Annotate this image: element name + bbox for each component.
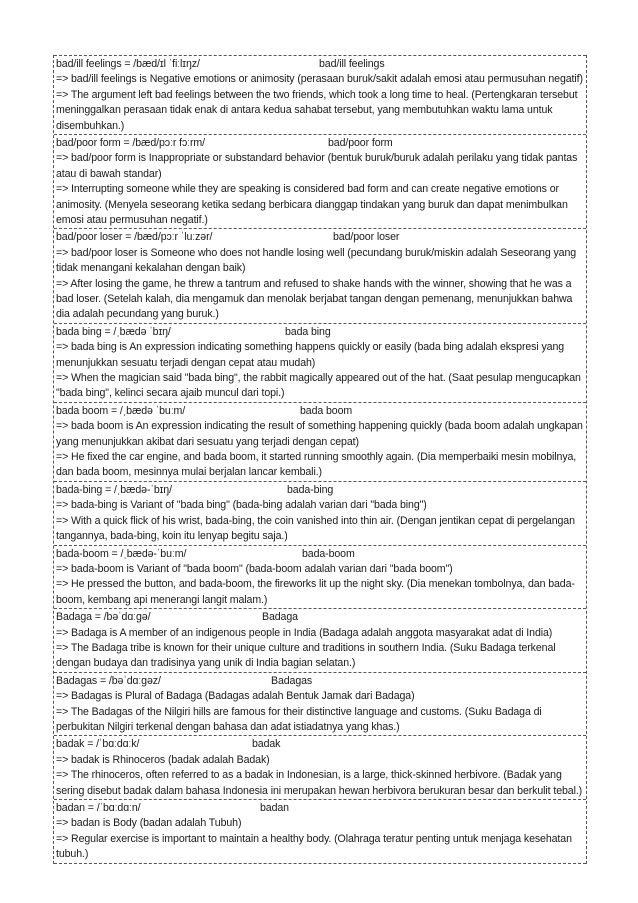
entry-header [56,136,584,151]
glossary-entry [54,55,586,134]
entry-word: bad/poor form [328,137,393,150]
entry-word: bada boom [300,404,353,417]
entry-word: badak [252,738,281,751]
entry-word: badan [260,801,289,814]
glossary-entry [54,402,586,481]
glossary-entry [54,735,586,799]
entry-word: bada bing [285,325,331,338]
entry-word: bada-boom [302,547,355,560]
entry-phonetic: bada-bing = /ˌbædə-ˈbɪŋ/ [56,483,172,496]
entry-example: => The argument left bad feelings between the two friends, which took a long time to heal. (Pertengkaran tersebut meninggalkan perasaan tidak enak di antara kedua sahabat tersebut, yang membutuhkan waktu lama untuk disembuhkan.) [56,88,578,132]
entry-header [56,674,584,689]
entry-example: => Interrupting someone while they are speaking is considered bad form and can create negative emotions or animosity. (Menyela seseorang ketika sedang berbicara dianggap tindakan yang buruk dan dapat menimbulkan emosi atau permusuhan negatif.) [56,183,568,227]
entry-definition: => bada-boom is Variant of "bada boom" (bada-boom adalah varian dari "bada boom") [56,562,453,575]
glossary-table [53,55,587,864]
entry-example: => With a quick flick of his wrist, bada-bing, the coin vanished into thin air. (Dengan jentikan cepat di pergelangan tangannya, bada-bing, koin itu lenyap begitu saja.) [56,514,575,543]
entry-example: => The Badagas of the Nilgiri hills are famous for their distinctive language and customs. (Suku Badaga di perbukitan Nilgiri terkenal dengan bahasa dan adat istiadatnya yang khas.) [56,705,542,733]
entry-definition: => bad/poor form is Inappropriate or substandard behavior (bentuk buruk/buruk adalah perilaku yang tidak pantas atau di bawah standar) [56,152,578,180]
entry-definition: => bada boom is An expression indicating the result of something happening quickly (bada boom adalah ungkapan yang menunjukkan akibat dari sesuatu yang terjadi dengan cepat) [56,420,583,448]
entry-word: bad/poor loser [333,231,400,244]
entry-header [56,737,584,752]
entry-phonetic: bad/poor loser = /bæd/pɔːr ˈluːzər/ [56,231,213,244]
entry-definition: => badak is Rhinoceros (badak adalah Badak) [56,753,270,766]
entry-example: => When the magician said "bada bing", the rabbit magically appeared out of the hat. (Saat pesulap mengucapkan "bada bing", kelinci secara ajaib muncul dari topi.) [56,372,581,400]
entry-word: Badaga [262,611,298,624]
entry-example: => He fixed the car engine, and bada boom, it started running smoothly again. (Dia memperbaiki mesin mobilnya, dan bada boom, mesinnya mulai berjalan lancar kembali.) [56,451,577,479]
entry-word: bada-bing [287,483,334,496]
glossary-entry [54,672,586,736]
entry-definition: => bad/poor loser is Someone who does not handle losing well (pecundang buruk/miskin adalah Seseorang yang tidak menangani kekalahan dengan baik) [56,246,577,275]
entry-word: bad/ill feelings [319,58,385,70]
entry-phonetic: Badaga = /bəˈdɑːɡə/ [56,611,151,624]
entry-definition: => bada bing is An expression indicating something happens quickly or easily (bada bing adalah ekspresi yang menunjukkan sesuatu terjadi dengan cepat atau mudah) [56,341,565,369]
glossary-entry [54,799,586,864]
glossary-entry [54,608,586,672]
entry-example: => Regular exercise is important to maintain a healthy body. (Olahraga teratur penting untuk menjaga kesehatan tubuh.) [56,832,572,861]
entry-phonetic: bada-boom = /ˌbædə-ˈbuːm/ [56,547,187,560]
entry-definition: => badan is Body (badan adalah Tubuh) [56,817,242,830]
entry-header [56,230,584,245]
entry-header [56,610,584,625]
entry-header [56,404,584,419]
glossary-entry [54,134,586,228]
entry-phonetic: bad/ill feelings = /bæd/ɪl ˈfiːlɪŋz/ [56,58,200,70]
entry-definition: => Badaga is A member of an indigenous people in India (Badaga adalah anggota masyarakat adat di India) [56,626,553,639]
entry-example: => He pressed the button, and bada-boom, the fireworks lit up the night sky. (Dia menekan tombolnya, dan bada-boom, kembang api menerangi langit malam.) [56,578,575,606]
entry-phonetic: badak = /ˈbɑːdɑːk/ [56,738,140,751]
glossary-entry [54,481,586,545]
entry-example: => The Badaga tribe is known for their unique culture and traditions in southern India. (Suku Badaga terkenal dengan budaya dan tradisinya yang unik di India bagian selatan.) [56,641,556,670]
entry-header [56,547,584,562]
entry-example: => The rhinoceros, often referred to as a badak in Indonesian, is a large, thick-skinned herbivore. (Badak yang sering disebut badak dalam bahasa Indonesia ini merupakan hewan herbivora berukuran besar dan berkulit tebal.) [56,769,583,797]
entry-word: Badagas [271,674,313,687]
entry-definition: => bad/ill feelings is Negative emotions or animosity (perasaan buruk/sakit adalah emosi atau permusuhan negatif) [56,73,583,86]
entry-header [56,57,584,72]
entry-definition: => Badagas is Plural of Badaga (Badagas adalah Bentuk Jamak dari Badaga) [56,690,415,703]
glossary-entry [54,545,586,609]
entry-phonetic: bada boom = /ˌbædə ˈbuːm/ [56,404,186,417]
entry-header [56,325,584,340]
entry-phonetic: Badagas = /bəˈdɑːɡəz/ [56,674,161,687]
glossary-entry [54,228,586,322]
entry-header [56,801,584,816]
entry-phonetic: bad/poor form = /bæd/pɔːr fɔːrm/ [56,137,205,150]
entry-phonetic: bada bing = /ˌbædə ˈbɪŋ/ [56,325,171,338]
entry-header [56,483,584,498]
entry-phonetic: badan = /ˈbɑːdɑːn/ [56,801,141,814]
entry-example: => After losing the game, he threw a tantrum and refused to shake hands with the winner, showing that he was a bad loser. (Setelah kalah, dia mengamuk dan menolak berjabat tangan dengan pemenang, menunjukkan bahwa dia adalah pecundang yang buruk.) [56,277,573,321]
entry-definition: => bada-bing is Variant of "bada bing" (bada-bing adalah varian dari "bada bing") [56,499,427,512]
glossary-entry [54,323,586,402]
